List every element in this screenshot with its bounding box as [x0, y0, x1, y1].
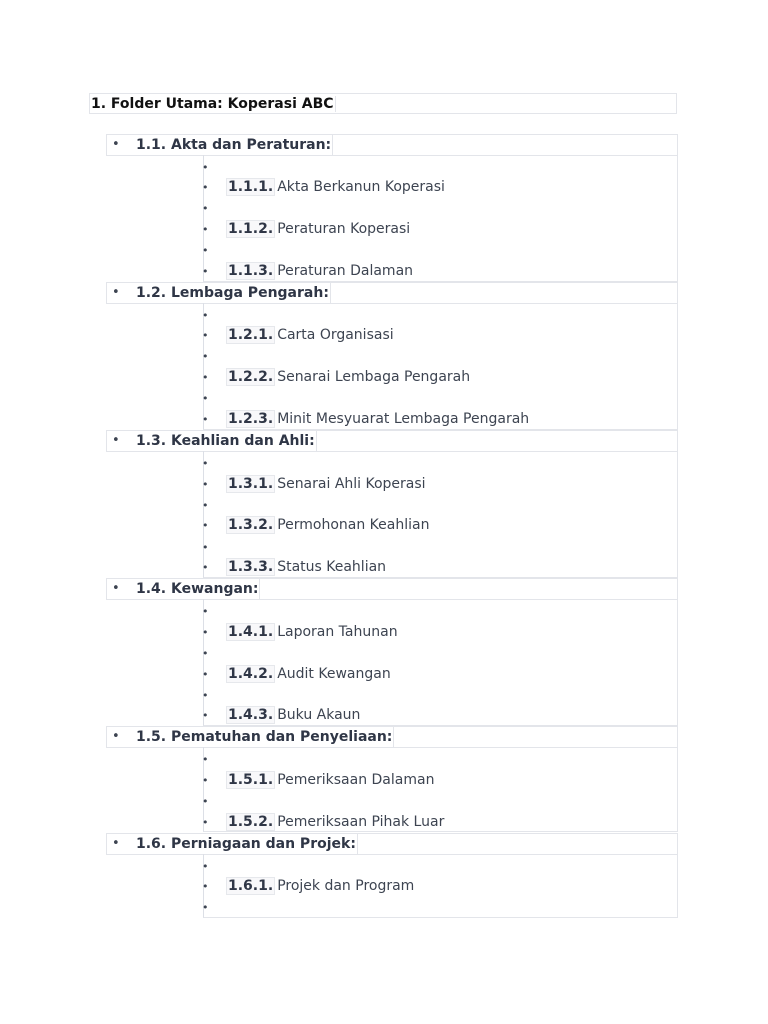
- bullet-icon: •: [202, 519, 209, 532]
- bullet-icon: •: [202, 181, 209, 194]
- bullet-icon: •: [202, 709, 209, 722]
- empty-bullet-icon: •: [202, 753, 209, 766]
- bullet-icon: •: [202, 774, 209, 787]
- empty-bullet-icon: •: [202, 392, 209, 405]
- empty-bullet-icon: •: [202, 647, 209, 660]
- item-text: Pemeriksaan Pihak Luar: [277, 814, 445, 830]
- section-header-1-1: [106, 134, 678, 156]
- item-text: Laporan Tahunan: [277, 624, 398, 640]
- list-item: [202, 665, 391, 684]
- empty-bullet-icon: •: [202, 795, 209, 808]
- section-label: 1.4. Kewangan:: [136, 581, 259, 597]
- item-number: 1.2.1.: [228, 327, 274, 343]
- bullet-icon: •: [202, 880, 209, 893]
- bullet-icon: •: [112, 836, 120, 851]
- item-number: 1.5.2.: [228, 814, 274, 830]
- bullet-icon: •: [202, 816, 209, 829]
- list-item: [202, 771, 434, 790]
- empty-bullet-icon: •: [202, 457, 209, 470]
- section-label: 1.6. Perniagaan dan Projek:: [136, 836, 356, 852]
- item-number: 1.3.3.: [228, 559, 274, 575]
- empty-bullet-icon: •: [202, 689, 209, 702]
- section-label: 1.5. Pematuhan dan Penyeliaan:: [136, 729, 393, 745]
- bullet-icon: •: [202, 329, 209, 342]
- bullet-icon: •: [112, 285, 120, 300]
- item-text: Peraturan Dalaman: [277, 263, 414, 279]
- empty-bullet-icon: •: [202, 901, 209, 914]
- item-number: 1.4.3.: [228, 707, 274, 723]
- item-text: Senarai Lembaga Pengarah: [277, 369, 471, 385]
- item-text: Buku Akaun: [277, 707, 361, 723]
- bullet-icon: •: [112, 729, 120, 744]
- list-item: [202, 475, 426, 494]
- bullet-icon: •: [202, 265, 209, 278]
- section-header-1-5: [106, 726, 678, 748]
- bullet-icon: •: [202, 371, 209, 384]
- section-header-1-2: [106, 282, 678, 304]
- item-number: 1.3.1.: [228, 476, 274, 492]
- item-text: Peraturan Koperasi: [277, 221, 411, 237]
- item-text: Carta Organisasi: [277, 327, 394, 343]
- bullet-icon: •: [112, 137, 120, 152]
- empty-bullet-icon: •: [202, 541, 209, 554]
- empty-bullet-icon: •: [202, 860, 209, 873]
- item-number: 1.4.1.: [228, 624, 274, 640]
- empty-bullet-icon: •: [202, 244, 209, 257]
- item-text: Status Keahlian: [277, 559, 387, 575]
- empty-bullet-icon: •: [202, 309, 209, 322]
- document-title: 1. Folder Utama: Koperasi ABC: [91, 96, 334, 112]
- item-text: Audit Kewangan: [277, 666, 391, 682]
- document-title-row: [89, 93, 677, 114]
- empty-bullet-icon: •: [202, 350, 209, 363]
- item-text: Minit Mesyuarat Lembaga Pengarah: [277, 411, 530, 427]
- list-item: [202, 326, 394, 345]
- bullet-icon: •: [202, 478, 209, 491]
- item-number: 1.4.2.: [228, 666, 274, 682]
- empty-bullet-icon: •: [202, 161, 209, 174]
- list-item: [202, 706, 360, 725]
- list-item: [202, 410, 529, 429]
- item-text: Permohonan Keahlian: [277, 517, 430, 533]
- item-number: 1.6.1.: [228, 878, 274, 894]
- bullet-icon: •: [202, 668, 209, 681]
- list-item: [202, 813, 444, 832]
- list-item: [202, 262, 413, 281]
- item-number: 1.5.1.: [228, 772, 274, 788]
- item-number: 1.1.1.: [228, 179, 274, 195]
- empty-bullet-icon: •: [202, 499, 209, 512]
- empty-bullet-icon: •: [202, 605, 209, 618]
- item-number: 1.1.2.: [228, 221, 274, 237]
- item-number: 1.2.3.: [228, 411, 274, 427]
- empty-bullet-icon: •: [202, 202, 209, 215]
- list-item: [202, 623, 398, 642]
- list-item: [202, 516, 429, 535]
- bullet-icon: •: [112, 581, 120, 596]
- list-item: [202, 558, 386, 577]
- item-text: Pemeriksaan Dalaman: [277, 772, 435, 788]
- item-number: 1.1.3.: [228, 263, 274, 279]
- bullet-icon: •: [202, 626, 209, 639]
- list-item: [202, 368, 470, 387]
- section-header-1-3: [106, 430, 678, 452]
- bullet-icon: •: [202, 413, 209, 426]
- bullet-icon: •: [112, 433, 120, 448]
- item-number: 1.2.2.: [228, 369, 274, 385]
- section-label: 1.3. Keahlian dan Ahli:: [136, 433, 315, 449]
- item-text: Projek dan Program: [277, 878, 415, 894]
- item-number: 1.3.2.: [228, 517, 274, 533]
- item-text: Senarai Ahli Koperasi: [277, 476, 426, 492]
- section-label: 1.2. Lembaga Pengarah:: [136, 285, 329, 301]
- section-header-1-4: [106, 578, 678, 600]
- bullet-icon: •: [202, 561, 209, 574]
- list-item: [202, 877, 414, 896]
- section-label: 1.1. Akta dan Peraturan:: [136, 137, 332, 153]
- bullet-icon: •: [202, 223, 209, 236]
- list-item: [202, 178, 445, 197]
- item-text: Akta Berkanun Koperasi: [277, 179, 445, 195]
- section-header-1-6: [106, 833, 678, 855]
- list-item: [202, 220, 410, 239]
